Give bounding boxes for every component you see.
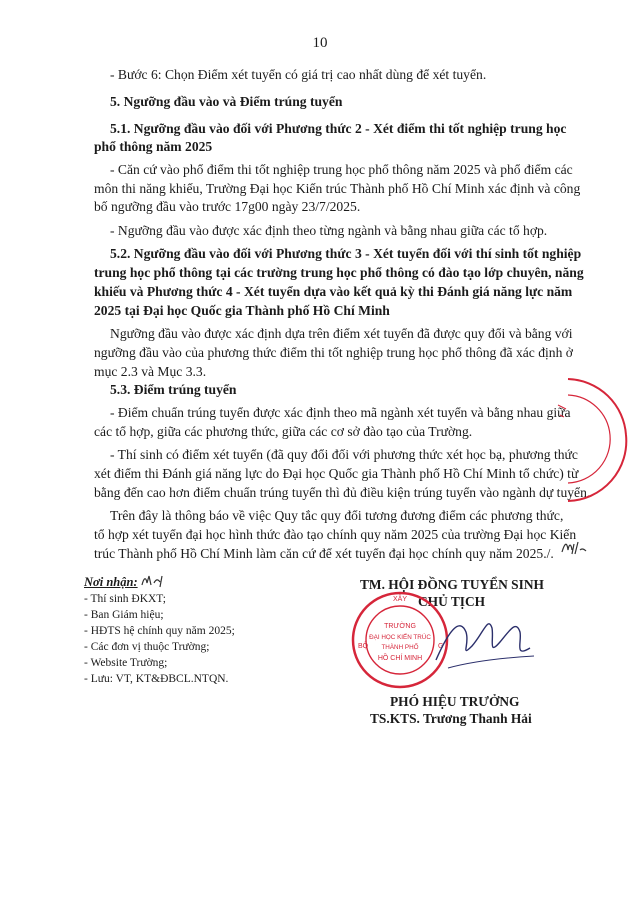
seal-line-1: TRƯỜNG — [384, 623, 416, 630]
recipient-item: - Lưu: VT, KT&ĐBCL.NTQN. — [84, 673, 229, 685]
paragraph-line: - Ngưỡng đầu vào được xác định theo từng ngành và bằng nhau giữa các tổ hợp. — [110, 223, 548, 238]
seal-line-2: ĐẠI HỌC KIẾN TRÚC — [369, 634, 431, 641]
recipient-item: - Các đơn vị thuộc Trường; — [84, 641, 210, 653]
paragraph-line: môn thi năng khiếu, Trường Đại học Kiến trúc Thành phố Hồ Chí Minh xác định và công — [94, 181, 581, 196]
signature-role: CHỦ TỊCH — [418, 594, 486, 609]
paragraph-line: ngưỡng đầu vào của phương thức điểm thi tốt nghiệp trung học phổ thông đã xác định ở — [94, 345, 573, 360]
paragraph-line: xét điểm thi Đánh giá năng lực do Đại học Quốc gia Thành phố Hồ Chí Minh tổ chức) từ — [94, 466, 579, 481]
recipients-block — [84, 573, 235, 687]
paragraph-line: Ngưỡng đầu vào được xác định dựa trên điểm xét tuyển đã được quy đổi và bằng với — [110, 326, 573, 341]
section-5-1-heading-line1: 5.1. Ngưỡng đầu vào đối với Phương thức 2 - Xét điểm thi tốt nghiệp trung học — [110, 121, 567, 136]
partial-seal — [548, 375, 628, 505]
paragraph-line: - Căn cứ vào phổ điểm thi tốt nghiệp trung học phổ thông năm 2025 và phổ điểm các — [110, 162, 573, 177]
recipients-title: Nơi nhận: — [84, 575, 138, 589]
paragraph-line: các tổ hợp, giữa các phương thức, giữa các cơ sở đào tạo của Trường. — [94, 424, 473, 439]
recipient-item: - Thí sinh ĐKXT; — [84, 593, 166, 605]
signature-org: TM. HỘI ĐỒNG TUYỂN SINH — [360, 577, 544, 592]
closing-line: tổ hợp xét tuyển đại học hình thức đào tạo chính quy năm 2025 của trường Đại học Kiến — [94, 527, 577, 542]
seal-line-4: HỒ CHÍ MINH — [377, 655, 423, 662]
section-5-2-heading-line1: 5.2. Ngưỡng đầu vào đối với Phương thức 3 - Xét tuyển đối với thí sinh tốt nghiệp — [110, 246, 582, 261]
seal-ring-top: XÂY — [392, 596, 408, 603]
section-5-2-heading-line2: trung học phổ thông tại các trường trung học phổ thông có đào tạo lớp chuyên, năng — [94, 265, 584, 280]
handwritten-signature — [430, 598, 540, 678]
seal-line-3: THÀNH PHỐ — [381, 644, 419, 651]
initials-mark — [560, 538, 588, 558]
closing-line: Trên đây là thông báo về việc Quy tắc quy đổi tương đương điểm các phương thức, — [110, 508, 564, 523]
seal-ring-left: BỘ — [358, 643, 369, 650]
paragraph-line: mục 2.3 và Mục 3.3. — [94, 364, 207, 379]
paragraph-line: - Thí sinh có điểm xét tuyển (đã quy đổi đối với phương thức xét học bạ, phương thức — [110, 447, 578, 462]
recipient-item: - Ban Giám hiệu; — [84, 609, 164, 621]
section-5-2-heading-line3: khiếu và Phương thức 4 - Xét tuyển dựa vào kết quả kỳ thi Đánh giá năng lực năm — [94, 284, 573, 299]
signature-title: PHÓ HIỆU TRƯỞNG — [390, 694, 520, 709]
closing-line: trúc Thành phố Hồ Chí Minh làm căn cứ để xét tuyển đại học chính quy năm 2025./. — [94, 546, 554, 561]
page-number: 10 — [312, 35, 328, 51]
paragraph-line: bố ngưỡng đầu vào trước 17g00 ngày 23/7/2025. — [94, 199, 361, 214]
paragraph-line: - Điểm chuẩn trúng tuyển được xác định theo mã ngành xét tuyển và bằng nhau giữa — [110, 405, 571, 420]
paragraph-line: bằng đến cao hơn điểm chuẩn trúng tuyển thì đủ điều kiện trúng tuyển vào ngành dự tuyển. — [94, 485, 591, 500]
recipient-item: - Website Trường; — [84, 657, 168, 669]
seal-ring-right: G — [438, 643, 444, 650]
section-5-heading: 5. Ngưỡng đầu vào và Điểm trúng tuyển — [110, 94, 343, 109]
signer-name: TS.KTS. Trương Thanh Hải — [370, 711, 532, 726]
section-5-1-heading-line2: phổ thông năm 2025 — [94, 139, 213, 154]
recipient-item: - HĐTS hệ chính quy năm 2025; — [84, 625, 235, 637]
section-5-2-heading-line4: 2025 tại Đại học Quốc gia Thành phố Hồ Chí Minh — [94, 303, 390, 318]
section-5-3-heading: 5.3. Điểm trúng tuyển — [110, 382, 237, 397]
initials-mark — [140, 573, 168, 589]
step-6-line: - Bước 6: Chọn Điểm xét tuyển có giá trị cao nhất dùng để xét tuyển. — [110, 67, 487, 82]
